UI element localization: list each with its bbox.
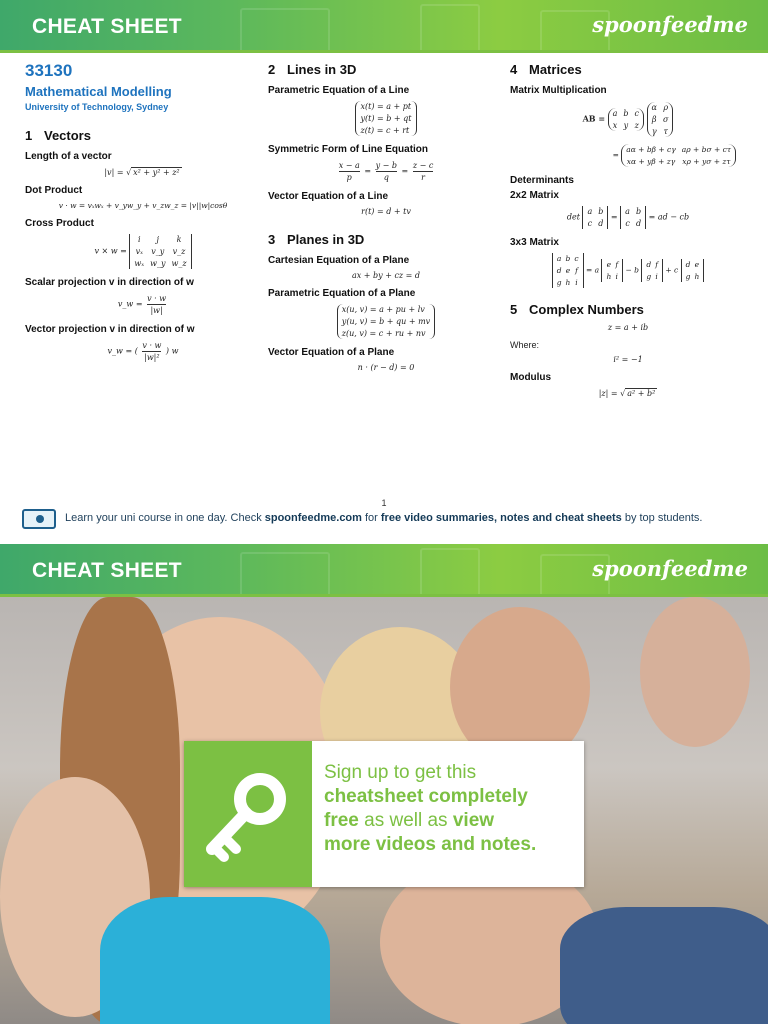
label-line-symmetric: Symmetric Form of Line Equation xyxy=(268,144,429,155)
label-line-parametric: Parametric Equation of a Line xyxy=(268,85,410,96)
section-heading-lines: 2 Lines in 3D xyxy=(268,62,357,77)
label-3x3-matrix: 3x3 Matrix xyxy=(510,237,559,248)
equation-matrix-product: AB = a b c x y z α ρ β σ γ τ xyxy=(510,102,746,137)
label-modulus: Modulus xyxy=(510,372,552,383)
label-dot-product: Dot Product xyxy=(25,185,83,196)
course-name: Mathematical Modelling xyxy=(25,84,172,99)
header-banner xyxy=(0,0,768,53)
equation-plane-cartesian: ax + by + cz = d xyxy=(351,271,421,280)
section-heading-vectors: 1 Vectors xyxy=(25,128,91,143)
header-title: CHEAT SHEET xyxy=(32,15,182,38)
equation-vector-length: |v| = √ x² + y² + z² xyxy=(104,168,180,177)
label-determinants: Determinants xyxy=(510,175,574,186)
banner-decoration xyxy=(420,4,480,53)
section-heading-planes: 3 Planes in 3D xyxy=(268,232,365,247)
page-number: 1 xyxy=(381,498,387,508)
label-length-of-vector: Length of a vector xyxy=(25,151,112,162)
equation-line-symmetric: $\frac{x - a}{p}$ = $\frac{y - b}{q}$ = $\frac{z - c}{r}$ xyxy=(338,161,434,182)
equation-i-squared: i² = −1 xyxy=(613,355,643,364)
label-2x2-matrix: 2x2 Matrix xyxy=(510,190,559,201)
label-matrix-multiplication: Matrix Multiplication xyxy=(510,85,607,96)
equation-cross-product: v × w = i j k vₓ v_y v_z wₓ w_y w_z xyxy=(25,234,261,269)
equation-plane-vector: n · (r − d) = 0 xyxy=(357,363,415,372)
column-2 xyxy=(268,58,504,379)
label-plane-cartesian: Cartesian Equation of a Plane xyxy=(268,255,410,266)
equation-complex-number: z = a + ib xyxy=(607,323,649,332)
promo-site-link[interactable]: spoonfeedme.com xyxy=(264,512,362,524)
equation-matrix-result: = aα + bβ + cγ aρ + bσ + cτ xα + yβ + zγ xρ + yσ + zτ xyxy=(510,144,746,167)
photo-hand xyxy=(640,597,750,747)
equation-3x3-determinant: a b c d e f g h i = a e f h i − b d f g i + c d e g h xyxy=(510,253,746,288)
equation-scalar-projection: v_w = $\frac{v \cdot w}{|w|}$ xyxy=(117,294,167,315)
label-plane-vector: Vector Equation of a Plane xyxy=(268,347,395,358)
brand-logo[interactable]: spoonfeedme xyxy=(592,556,748,581)
column-1 xyxy=(25,58,261,370)
equation-modulus: |z| = √ a² + b² xyxy=(598,389,656,398)
banner-decoration xyxy=(240,552,330,597)
label-where: Where: xyxy=(510,340,540,350)
promo-text: Learn your uni course in one day. Check spoonfeedme.com for free video summaries, notes and cheat sheets by top students. xyxy=(65,512,703,524)
equation-plane-parametric: x(u, v) = a + pu + lv y(u, v) = b + qu + mv z(u, v) = c + ru + nv xyxy=(268,304,504,339)
banner-decoration xyxy=(420,548,480,597)
signup-text[interactable]: Sign up to get this cheatsheet completely free as well as view more videos and notes. xyxy=(324,762,537,855)
cross-product-matrix: i j k vₓ v_y v_z wₓ w_y w_z xyxy=(129,234,191,269)
equation-2x2-determinant: det a b c d = a b c d = ad − cb xyxy=(566,207,690,228)
video-icon xyxy=(22,509,56,529)
equation-vector-projection: v_w = ( $\frac{v \cdot w}{\text{|w|²}}$ ) w xyxy=(107,341,179,362)
course-university: University of Technology, Sydney xyxy=(25,102,169,112)
brand-logo[interactable]: spoonfeedme xyxy=(592,12,748,37)
section-heading-matrices: 4 Matrices xyxy=(510,62,582,77)
equation-line-parametric: x(t) = a + pt y(t) = b + qt z(t) = c + rt xyxy=(268,101,504,136)
signup-call-to-action[interactable] xyxy=(184,741,584,887)
photo-shirt xyxy=(100,897,330,1024)
label-vector-projection: Vector projection v in direction of w xyxy=(25,324,195,335)
key-icon xyxy=(184,741,312,887)
promo-bar xyxy=(22,509,758,529)
equation-dot-product: v · w = vₓwₓ + v_yw_y + v_zw_z = |v||w|cosθ xyxy=(58,201,228,210)
label-plane-parametric: Parametric Equation of a Plane xyxy=(268,288,416,299)
equation-line-vector: r(t) = d + tv xyxy=(361,207,411,216)
column-3 xyxy=(510,58,746,405)
header-title: CHEAT SHEET xyxy=(32,559,182,582)
section-heading-complex: 5 Complex Numbers xyxy=(510,302,644,317)
label-cross-product: Cross Product xyxy=(25,218,94,229)
label-line-vector: Vector Equation of a Line xyxy=(268,191,389,202)
label-scalar-projection: Scalar projection v in direction of w xyxy=(25,277,194,288)
photo-shirt xyxy=(560,907,768,1024)
header-banner-2 xyxy=(0,544,768,597)
course-code: 33130 xyxy=(25,61,73,80)
banner-decoration xyxy=(240,8,330,53)
